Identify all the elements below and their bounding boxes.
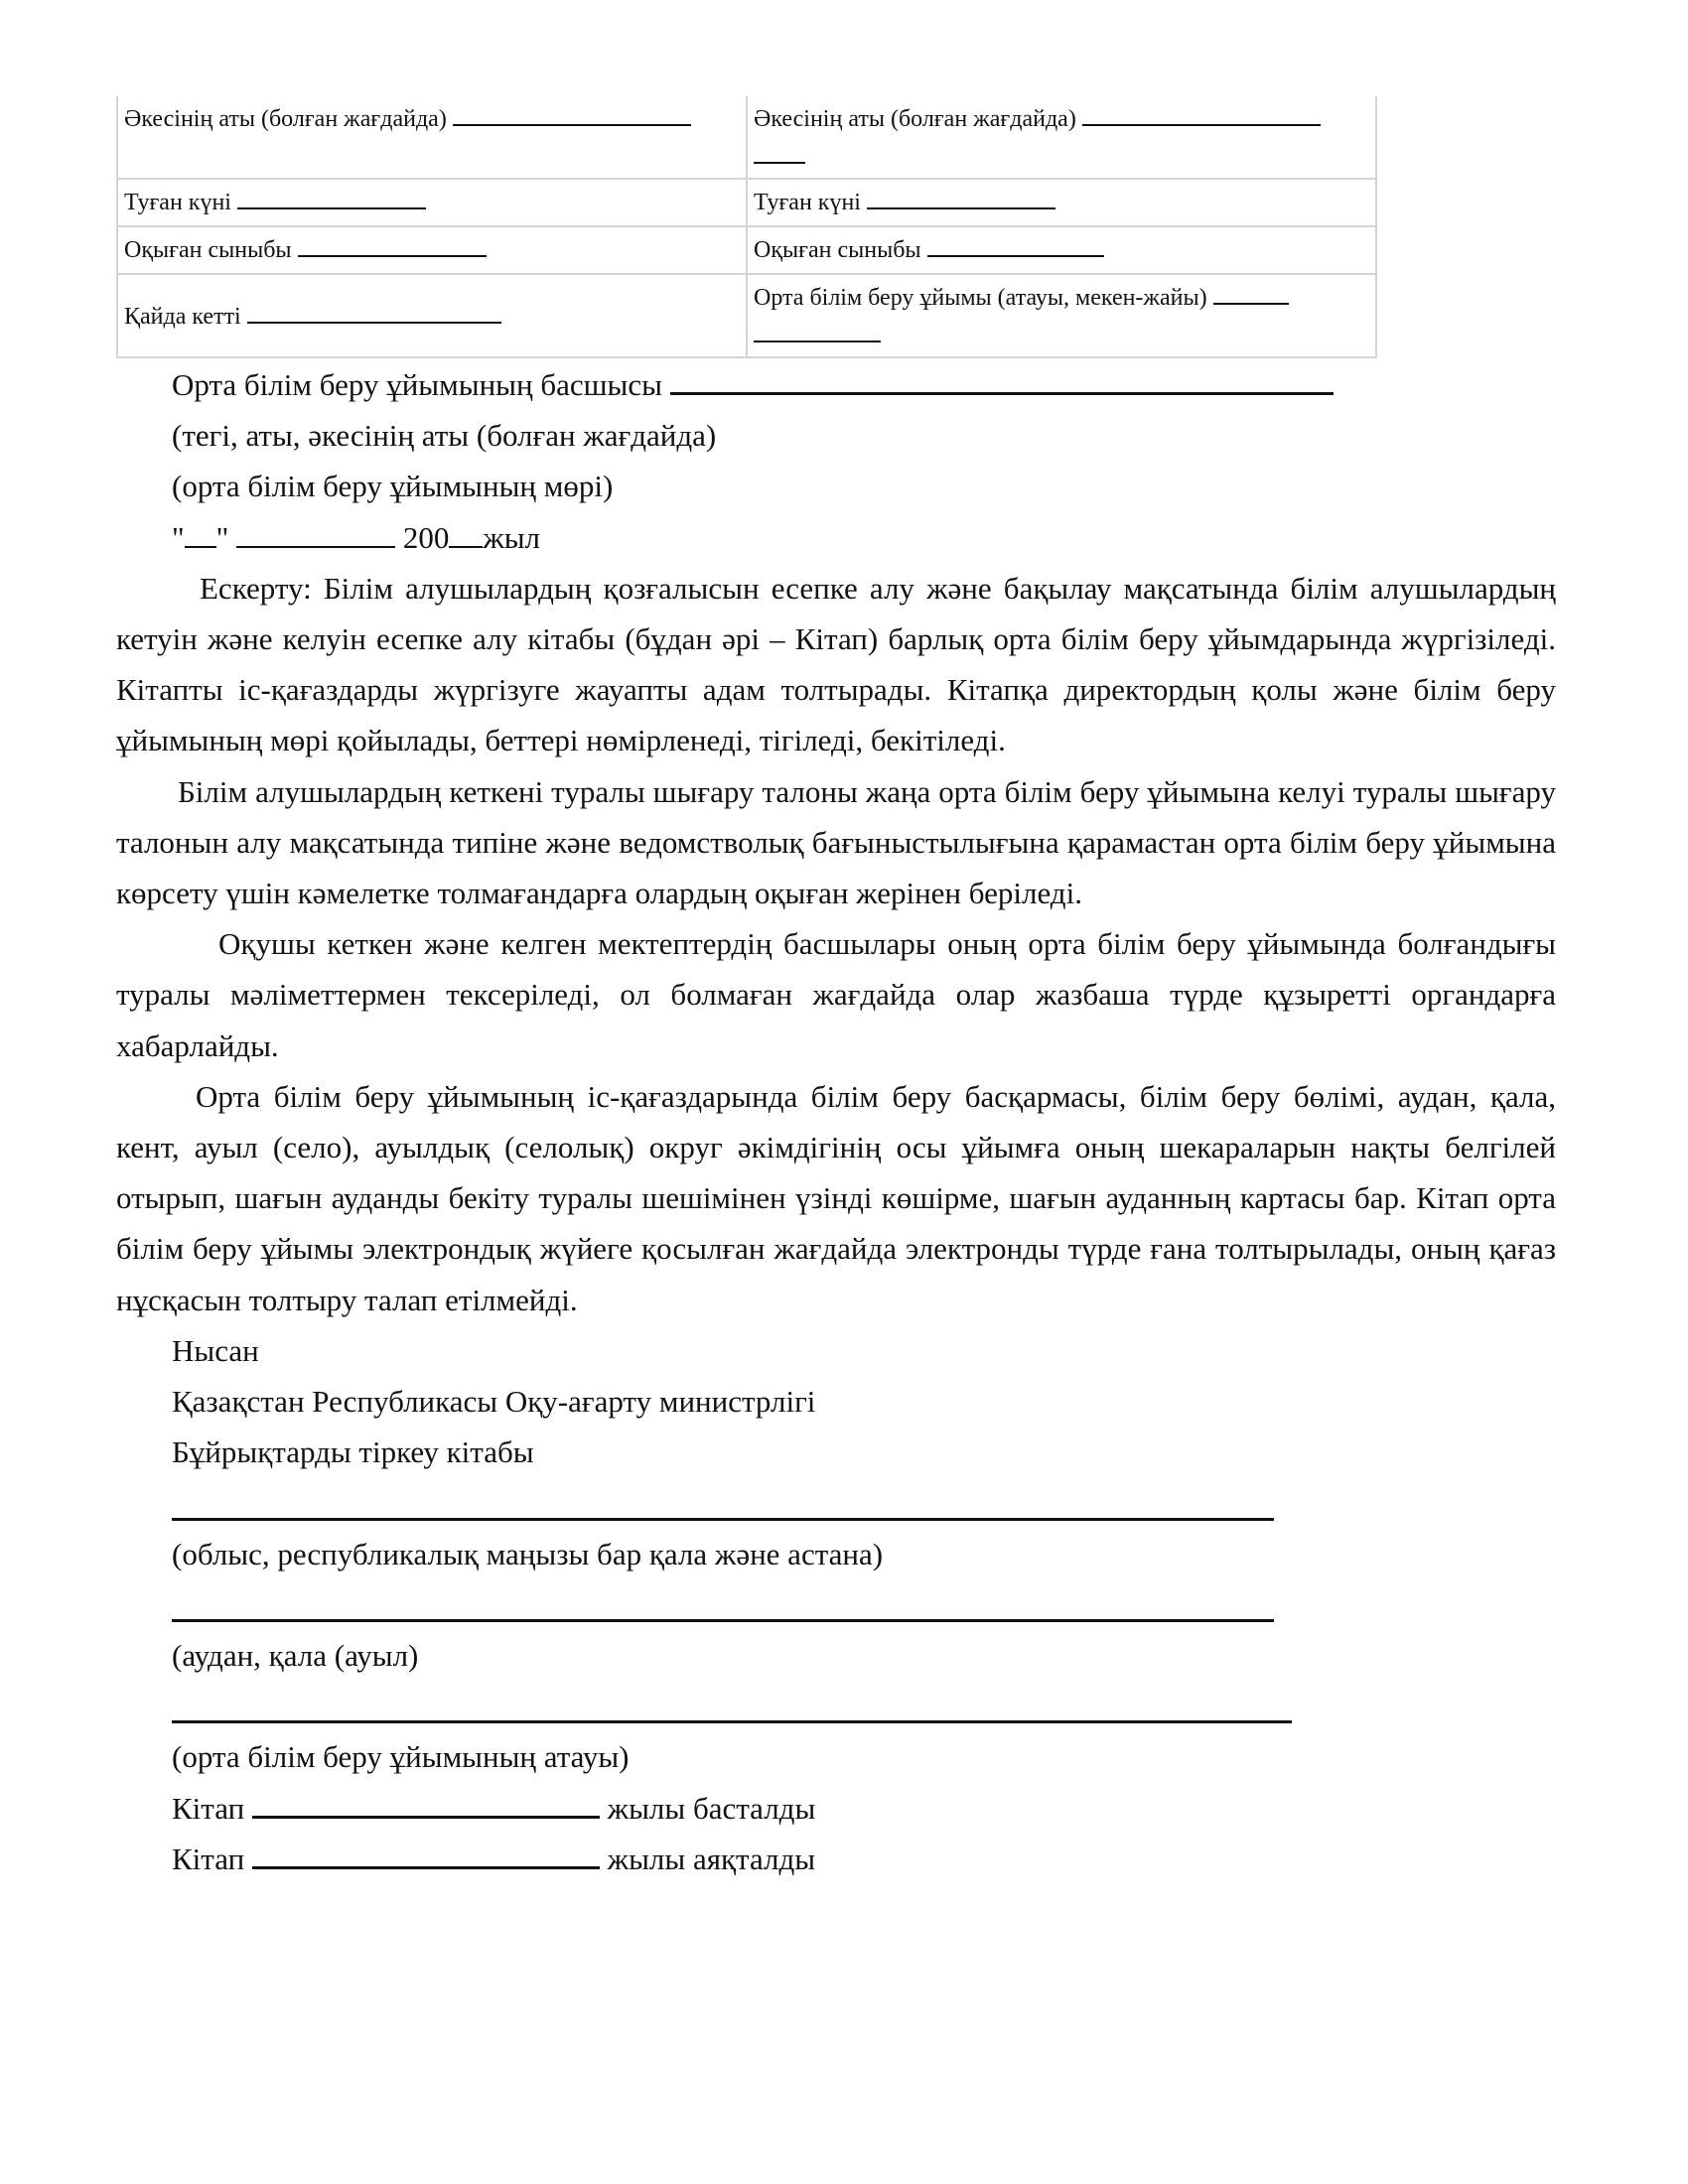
note-paragraph-4: Орта білім беру ұйымының іс-қағаздарында білім беру басқармасы, білім беру бөлімі, аудан, қала, кент, ауыл (село), ауылдық (селолық) округ әкімдігінің осы ұйымға оның шекараларын нақты белгілей отырып, шағын ауданды бекіту туралы шешімінен үзінді көшірме, шағын ауданның картасы бар. Кітап орта білім беру ұйымы электрондық жүйеге қосылған жағдайда электронды түрде ғана толтырылады, оның қағаз нұсқасын толтыру талап етілмейді.: [116, 1078, 1556, 1317]
field-label: Оқыған сыныбы: [754, 237, 921, 263]
left-patronymic-cell: [117, 96, 747, 179]
table-row: [117, 96, 1376, 179]
org-hint: (орта білім беру ұйымының атауы): [172, 1739, 630, 1775]
field-label: Туған күні: [124, 190, 231, 215]
region-blank-line: [116, 1477, 1556, 1528]
right-patronymic-cell: [747, 96, 1376, 179]
head-signature-blank[interactable]: [670, 366, 1334, 395]
left-destination-cell: [117, 274, 747, 357]
book-title: Бұйрықтарды тіркеу кітабы: [172, 1434, 534, 1470]
region-hint: (облыс, республикалық маңызы бар қала және астана): [172, 1536, 884, 1571]
grade-blank[interactable]: [927, 233, 1104, 257]
month-blank[interactable]: [236, 520, 395, 548]
seal-hint: (орта білім беру ұйымының мөрі): [172, 469, 614, 504]
org-blank-line: [116, 1681, 1556, 1731]
field-label: Оқыған сыныбы: [124, 237, 292, 263]
book-started-line: Кітап жылы басталды: [172, 1790, 816, 1826]
district-blank[interactable]: [172, 1619, 1274, 1622]
birthdate-blank[interactable]: [237, 186, 426, 209]
start-year-blank[interactable]: [252, 1790, 600, 1819]
field-label: Әкесінің аты (болған жағдайда): [754, 106, 1076, 132]
field-label: Әкесінің аты (болған жағдайда): [124, 106, 447, 132]
end-year-blank[interactable]: [252, 1841, 600, 1869]
org-blank[interactable]: [172, 1720, 1292, 1723]
student-transfer-table: [116, 96, 1377, 358]
ministry-name: Қазақстан Республикасы Оқу-ағарту министрлігі: [172, 1384, 816, 1420]
district-blank-line: [116, 1579, 1556, 1630]
note-paragraph-1: Ескерту: Білім алушылардың қозғалысын есепке алу және бақылау мақсатында білім алушылардың кетуін және келуін есепке алу кітабы (бұдан әрі – Кітап) барлық орта білім беру ұйымдарында жүргізіледі. Кітапты іс-қағаздарды жүргізуге жауапты адам толтырады. Кітапқа директордың қолы және білім беру ұйымының мөрі қойылады, беттері нөмірленеді, тігіледі, бекітіледі.: [116, 570, 1556, 758]
field-label: Орта білім беру ұйымы (атауы, мекен-жайы): [754, 285, 1207, 311]
head-signature-line: [116, 359, 1556, 410]
table-row: [117, 179, 1376, 226]
field-label: Қайда кетті: [124, 304, 241, 330]
school-blank-continued[interactable]: [754, 319, 881, 342]
left-birthdate-cell: [117, 179, 747, 226]
name-hint: (тегі, аты, әкесінің аты (болған жағдайда): [172, 418, 717, 454]
school-blank[interactable]: [1213, 281, 1289, 305]
patronymic-blank[interactable]: [1082, 102, 1321, 126]
patronymic-blank[interactable]: [453, 102, 691, 126]
book-ended-line: Кітап жылы аяқталды: [172, 1841, 816, 1876]
field-label: Туған күні: [754, 190, 861, 215]
district-hint: (аудан, қала (ауыл): [172, 1638, 419, 1674]
table-row: [117, 274, 1376, 357]
document-body: [116, 359, 1556, 1884]
region-blank[interactable]: [172, 1518, 1274, 1521]
patronymic-blank-continued[interactable]: [754, 140, 805, 164]
birthdate-blank[interactable]: [867, 186, 1055, 209]
right-grade-cell: [747, 226, 1376, 274]
grade-blank[interactable]: [298, 233, 487, 257]
right-school-cell: [747, 274, 1376, 357]
table-row: [117, 226, 1376, 274]
note-paragraph-2: Білім алушылардың кеткені туралы шығару талоны жаңа орта білім беру ұйымына келуі туралы шығару талонын алу мақсатында типіне және ведомстволық бағыныстылығына қарамастан орта білім беру ұйымына көрсету үшін кәмелетке толмағандарға олардың оқыған жерінен беріледі.: [116, 773, 1556, 911]
destination-blank[interactable]: [247, 300, 501, 324]
day-blank[interactable]: [185, 520, 216, 548]
year-blank[interactable]: [449, 520, 483, 548]
date-line: " " 200 жыл: [172, 519, 541, 555]
note-paragraph-3: Оқушы кеткен және келген мектептердің басшылары оның орта білім беру ұйымында болғандығы туралы мәліметтермен тексеріледі, ол болмаған жағдайда олар жазбаша түрде құзыретті органдарға хабарлайды.: [116, 926, 1556, 1063]
form-type-label: Нысан: [172, 1332, 259, 1368]
right-birthdate-cell: [747, 179, 1376, 226]
head-label: Орта білім беру ұйымының басшысы: [172, 367, 662, 402]
left-grade-cell: [117, 226, 747, 274]
